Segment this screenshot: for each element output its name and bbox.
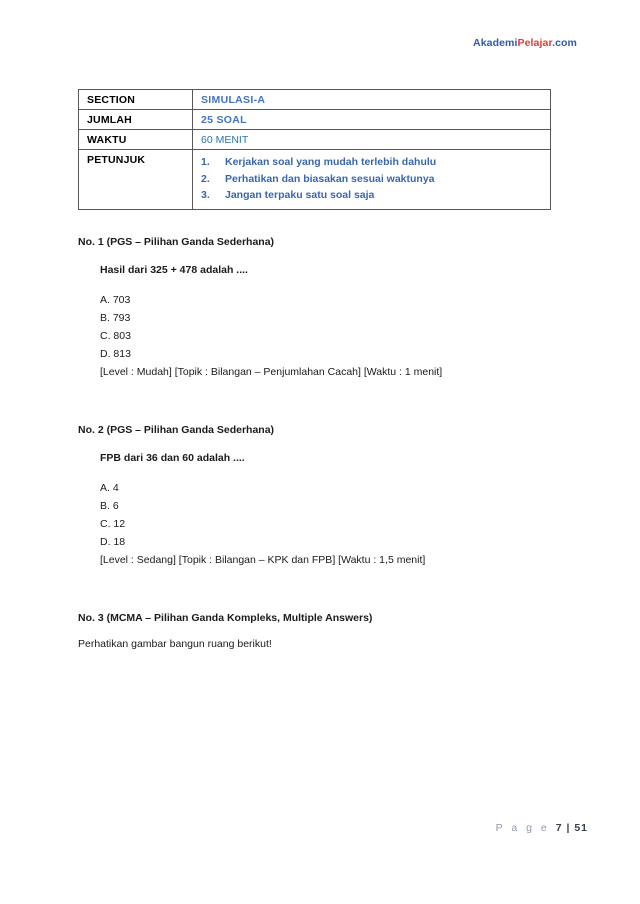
- question-2-option-b: B. 6: [100, 500, 119, 512]
- question-2-option-a: A. 4: [100, 482, 119, 494]
- table-row-section: [79, 90, 551, 110]
- row-label-jumlah: JUMLAH: [79, 110, 193, 130]
- footer-page-number: 7 | 51: [555, 822, 588, 834]
- question-2-prompt: FPB dari 36 dan 60 adalah ....: [100, 452, 245, 464]
- question-1-option-d: D. 813: [100, 348, 131, 360]
- question-3-lead: Perhatikan gambar bangun ruang berikut!: [78, 638, 272, 650]
- question-1-option-c: C. 803: [100, 330, 131, 342]
- petunjuk-item-number: 2.: [201, 172, 210, 185]
- petunjuk-item: [201, 171, 542, 188]
- exam-info-table: [78, 89, 551, 210]
- question-1-heading: No. 1 (PGS – Pilihan Ganda Sederhana): [78, 236, 275, 248]
- brand-part-pelajar: Pelajar: [517, 37, 553, 49]
- question-1-option-a: A. 703: [100, 294, 131, 306]
- row-value-jumlah: 25 SOAL: [193, 110, 551, 130]
- site-header: [473, 37, 577, 49]
- row-label-section: SECTION: [79, 90, 193, 110]
- table-row-petunjuk: [79, 150, 551, 210]
- row-value-section: SIMULASI-A: [193, 90, 551, 110]
- question-2-meta: [Level : Sedang] [Topik : Bilangan – KPK dan FPB] [Waktu : 1,5 menit]: [100, 554, 426, 566]
- petunjuk-item-number: 3.: [201, 189, 210, 201]
- brand-part-com: .com: [552, 37, 577, 49]
- question-2-heading: No. 2 (PGS – Pilihan Ganda Sederhana): [78, 424, 275, 436]
- row-value-petunjuk: [193, 150, 551, 210]
- table-row-waktu: [79, 130, 551, 150]
- petunjuk-item-text: Perhatikan dan biasakan sesuai waktunya: [225, 172, 435, 185]
- page-footer: [496, 822, 588, 834]
- question-3-heading: No. 3 (MCMA – Pilihan Ganda Kompleks, Multiple Answers): [78, 612, 373, 624]
- question-1-option-b: B. 793: [100, 312, 131, 324]
- table-row-jumlah: [79, 110, 551, 130]
- petunjuk-item: [201, 154, 542, 171]
- petunjuk-item-text: Jangan terpaku satu soal saja: [225, 189, 375, 201]
- row-value-waktu: 60 MENIT: [193, 130, 551, 150]
- question-1: [78, 236, 582, 381]
- footer-page-word: P a g e: [495, 822, 550, 834]
- question-1-prompt: Hasil dari 325 + 478 adalah ....: [100, 264, 248, 276]
- question-2: [78, 424, 582, 569]
- brand-link[interactable]: [473, 37, 577, 49]
- brand-part-akademi: Akademi: [473, 37, 518, 49]
- row-label-waktu: WAKTU: [79, 130, 193, 150]
- question-3: [78, 612, 582, 653]
- questions-section: [78, 236, 582, 653]
- petunjuk-item-text: Kerjakan soal yang mudah terlebih dahulu: [225, 156, 437, 168]
- petunjuk-item-number: 1.: [201, 156, 210, 168]
- question-2-option-c: C. 12: [100, 518, 126, 530]
- petunjuk-item: [201, 187, 542, 204]
- question-1-meta: [Level : Mudah] [Topik : Bilangan – Penjumlahan Cacah] [Waktu : 1 menit]: [100, 366, 443, 378]
- question-2-option-d: D. 18: [100, 536, 126, 548]
- row-label-petunjuk: PETUNJUK: [79, 150, 193, 210]
